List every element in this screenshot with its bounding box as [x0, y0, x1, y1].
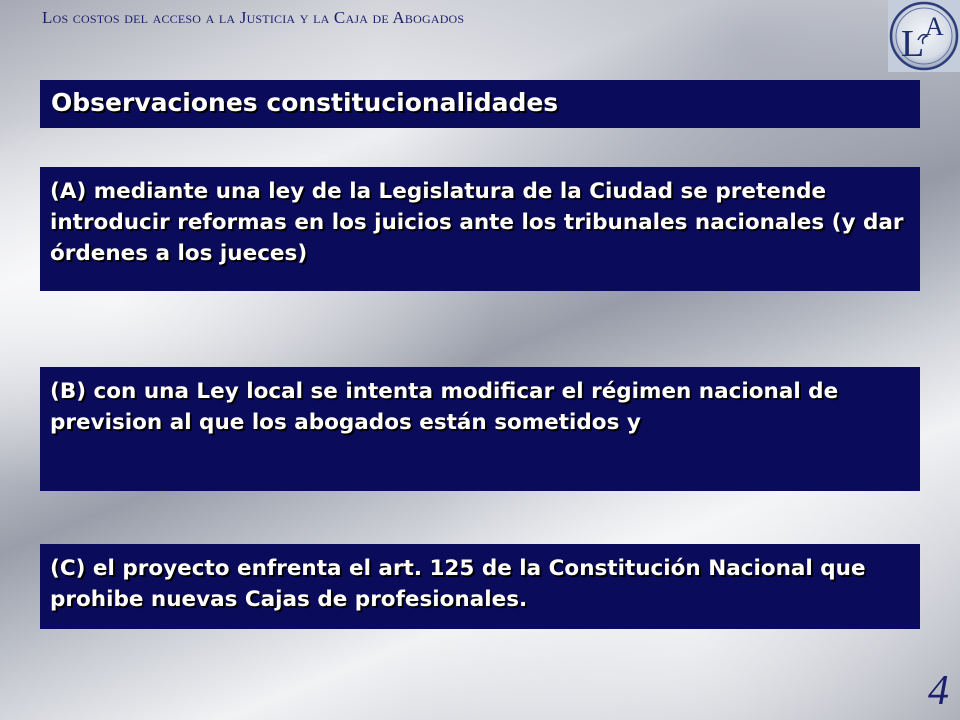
- point-b-text: (B) con una Ley local se intenta modificar el régimen nacional de prevision al que los abogados están sometidos y: [50, 379, 839, 435]
- la-monogram-logo: [888, 0, 960, 72]
- svg-text:A: A: [925, 12, 944, 41]
- header-title: Los costos del acceso a la Justicia y la Caja de Abogados: [42, 8, 465, 27]
- point-a-text: (A) mediante una ley de la Legislatura de la Ciudad se pretende introducir reformas en los juicios ante los tribunales nacionales (y dar órdenes a los jueces): [50, 179, 904, 266]
- point-b-box: [40, 367, 920, 491]
- point-c-text: (C) el proyecto enfrenta el art. 125 de la Constitución Nacional que prohibe nuevas Cajas de profesionales.: [50, 556, 866, 612]
- page-number: 4: [928, 668, 949, 714]
- logo-graphic: [888, 0, 960, 72]
- slide-heading-bar: [40, 80, 920, 128]
- svg-text:L: L: [901, 23, 925, 65]
- point-c-box: [40, 544, 920, 629]
- point-a-box: [40, 167, 920, 291]
- slide-heading: Observaciones constitucionalidades: [51, 88, 559, 117]
